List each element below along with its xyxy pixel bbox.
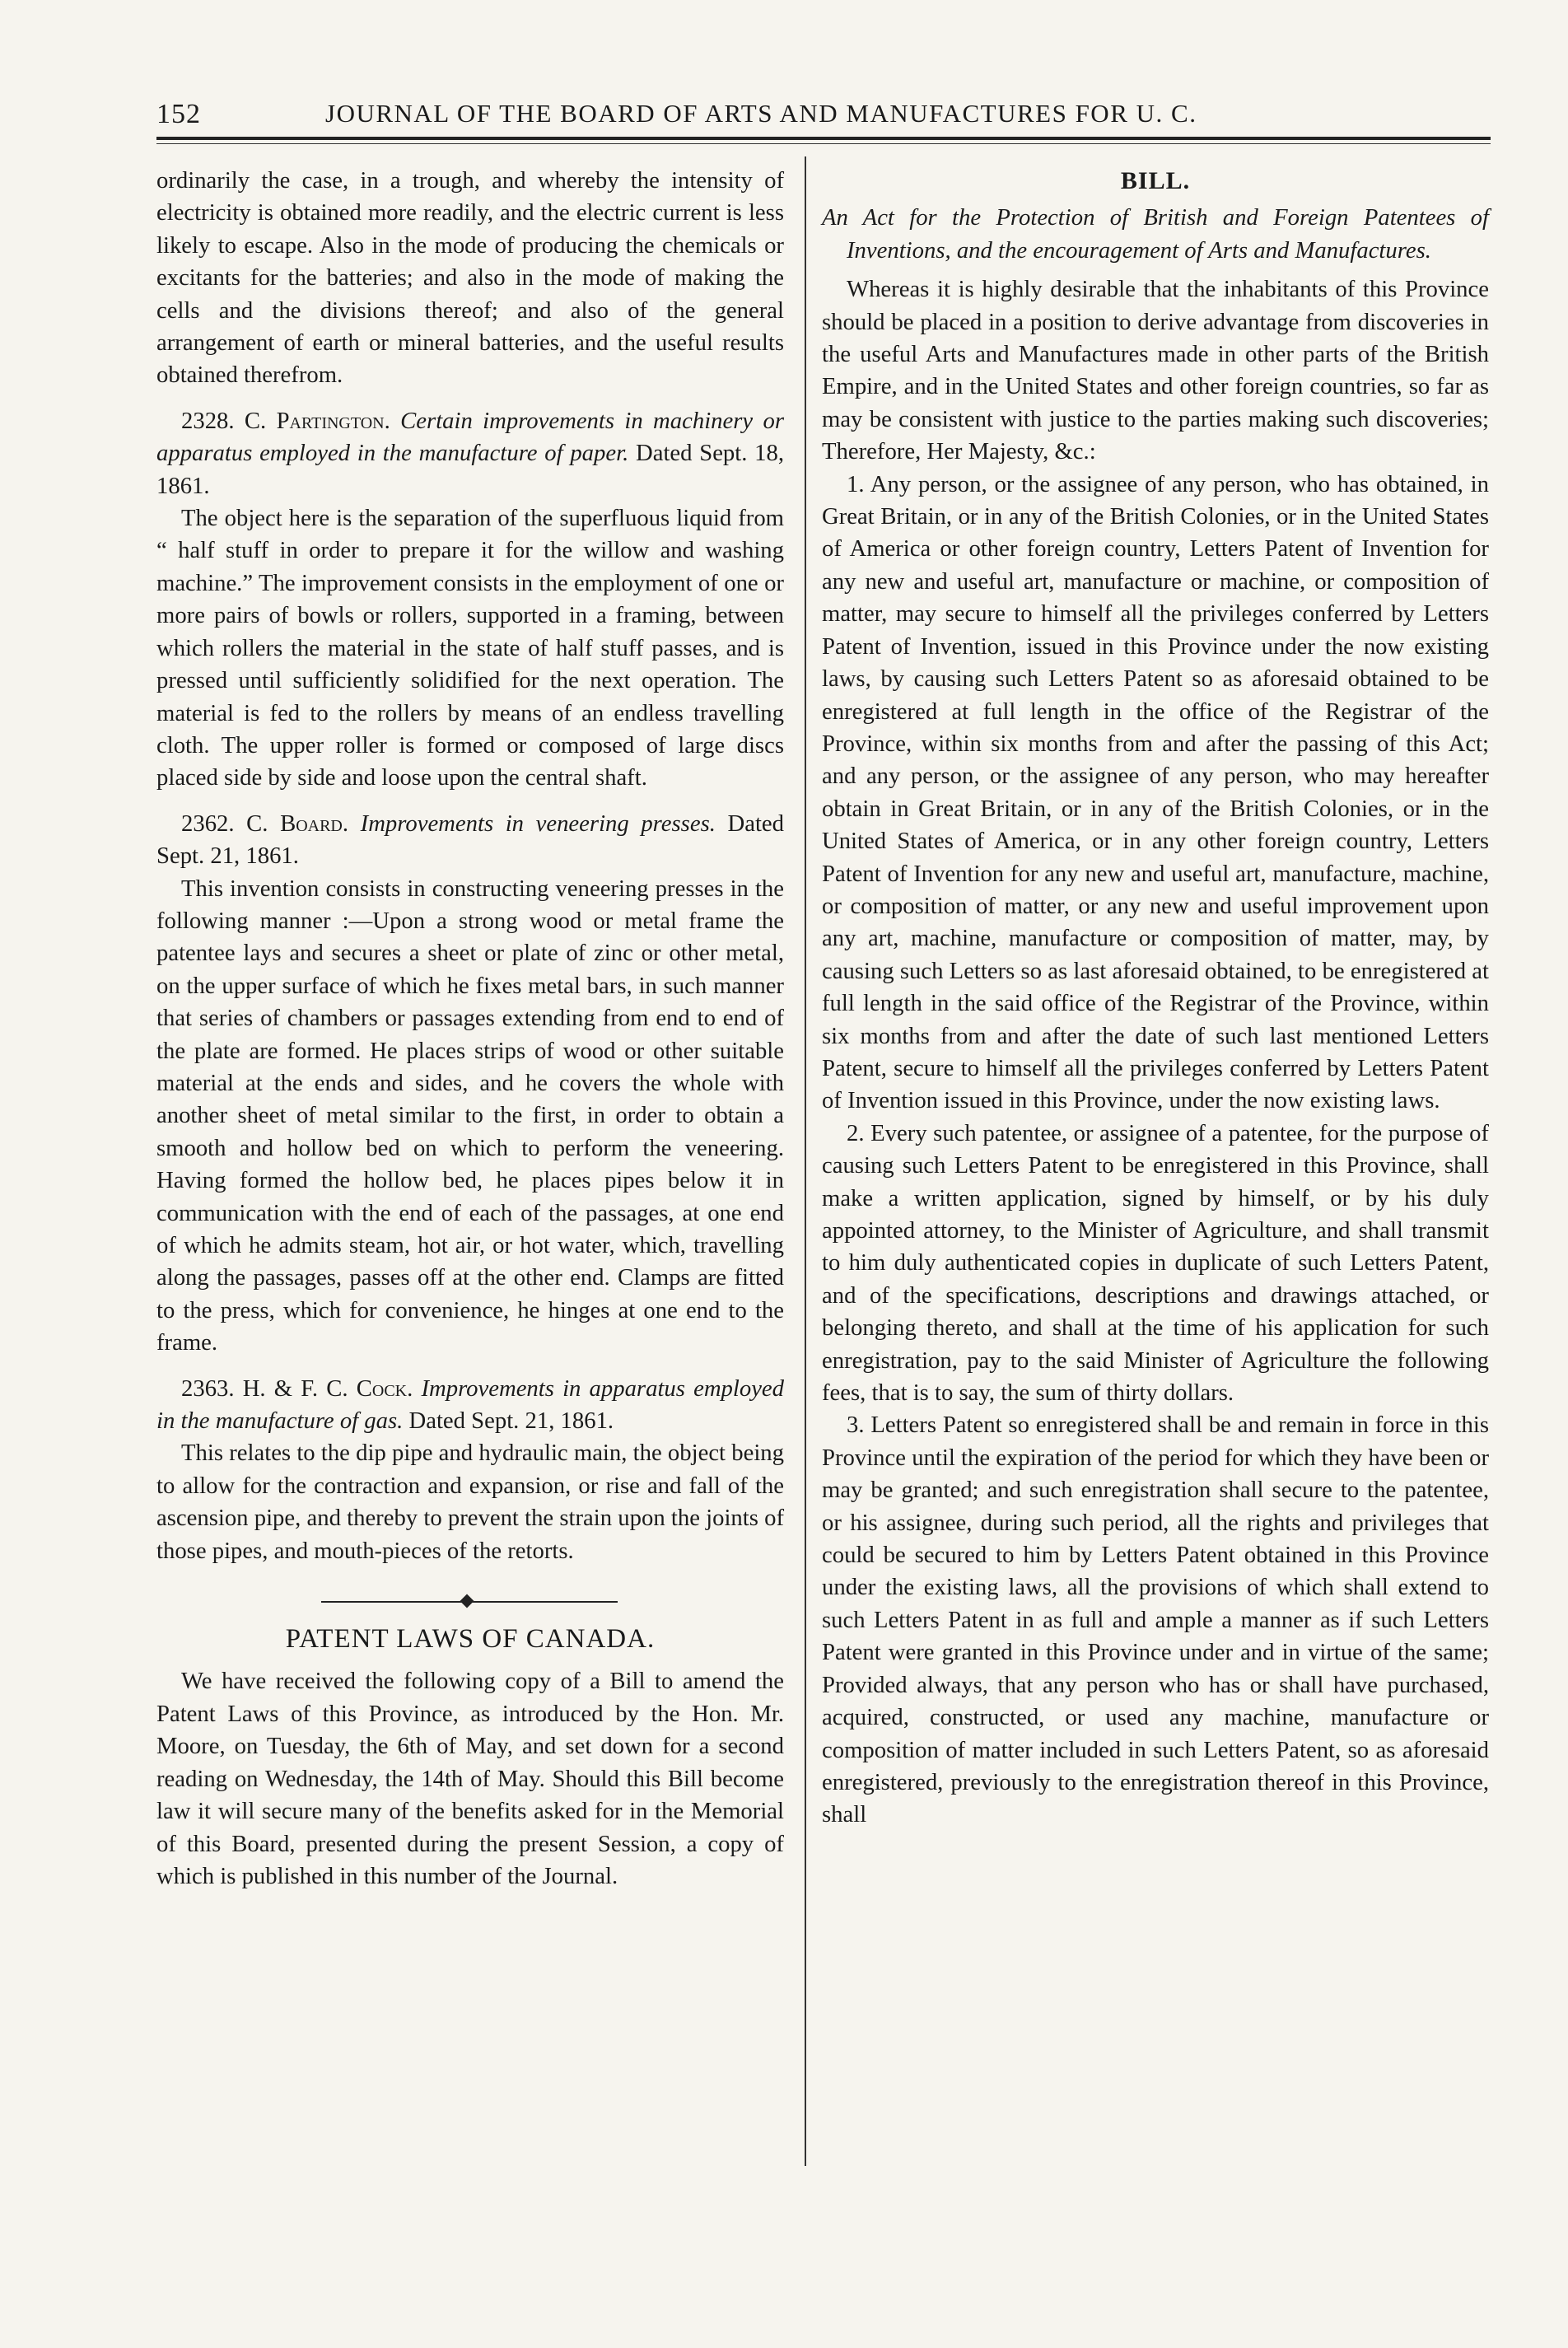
entry-patentee: C. Partington.	[244, 407, 390, 434]
entry-title: Improvements in veneering presses.	[360, 810, 716, 837]
bill-heading: BILL.	[1120, 167, 1191, 194]
bill-clause: 3. Letters Patent so enregistered shall be and remain in force in this Province until the expiration of the period for which they have been or may be granted; and such enregistration shall secure to the patentee, or his assignee, during such period, all the rights and privileges that could be secured to him by Letters Patent obtained in this Province under the existing laws, all the provisions of which shall extend to such Letters Patent in as full and ample a manner as if such Letters Patent were granted in this Province under and in virtue of the same; Provided always, that any person who has or shall have purchased, acquired, constructed, or used any machine, manufacture or composition of matter included in such Letters Patent, so as aforesaid enregistered, previously to the enregistration thereof in this Province, shall	[822, 1412, 1489, 1828]
entry-number: 2328.	[181, 407, 235, 434]
bill-clause: 1. Any person, or the assignee of any person, who has obtained, in Great Britain, or in any of the British Colonies, or in the United States of America or other foreign country, Letters Patent of Invention for any new and useful art, manufacture or machine, or composition of matter, may secure to himself all the privileges conferred by Letters Patent of Invention, issued in this Province under the now existing laws, by causing such Letters Patent so as aforesaid obtained to be enregistered at full length in the office of the Registrar of the Province, within six months from and after the passing of this Act; and any person, or the assignee of any person, who may hereafter obtain in Great Britain, or in any of the British Colonies, or in the United States of America, or in any other foreign country, Letters Patent of Invention for any new and useful art, manufacture, machine, or composition of matter, or any new and useful improvement upon any art, machine, manufacture or composition of matter, may, by causing such Letters so as last aforesaid obtained, to be enregistered at full length in the said office of the Registrar of the Province, within six months from and after the date of such last mentioned Letters Patent, secure to himself all the privileges conferred by Letters Patent of Invention issued in this Province, under the now existing laws.	[822, 470, 1489, 1114]
column-divider	[805, 156, 806, 2166]
entry-body: This invention consists in constructing veneering presses in the following manner :—Upon a strong wood or metal frame the patentee lays and secures a sheet or plate of zinc or other metal, on the upper surface of which he fixes metal bars, in such manner that series of chambers or passages extending from end to end of the plate are formed. He places strips of wood or other suitable material at the ends and sides, and he covers the whole with another sheet of metal similar to the first, in order to obtain a smooth and hollow bed on which to perform the veneering. Having formed the hollow bed, he places pipes below it in communication with the end of each of the passages, at one end of which he admits steam, hot air, or hot water, which, travelling along the passages, passes off at the other end. Clamps are fitted to the press, which for convenience, he hinges at one end to the frame.	[156, 875, 784, 1356]
patent-entry-heading	[156, 1373, 784, 1438]
entry-date: Dated Sept. 21, 1861.	[156, 810, 785, 870]
ornament-diamond	[460, 1594, 474, 1608]
bill-preamble: Whereas it is highly desirable that the inhabitants of this Province should be placed in a position to derive advantage from discoveries in the useful Arts and Manufactures made in other parts of the British Empire, and in the United States and other foreign countries, so far as may be consistent with justice to the parties making such discoveries; Therefore, Her Majesty, &c.:	[822, 276, 1489, 465]
bill-clause: 2. Every such patentee, or assignee of a patentee, for the purpose of causing such Letters Patent to be enregistered in this Province, shall make a written application, signed by himself, or by his duly appointed attorney, to the Minister of Agriculture, and shall transmit to him duly authenticated copies in duplicate of such Letters Patent, and of the specifications, descriptions and drawings attached, or belonging thereto, and shall at the time of his application for such enregistration, pay to the said Minister of Agriculture the following fees, that is to say, the sum of thirty dollars.	[822, 1119, 1489, 1407]
entry-number: 2362.	[181, 810, 235, 837]
entry-patentee: C. Board.	[246, 810, 349, 837]
act-title: An Act for the Protection of British and Foreign Patentees of Inventions, and the encouragement of Arts and Manufactures.	[822, 204, 1489, 264]
section-title: PATENT LAWS OF CANADA.	[285, 1624, 656, 1655]
entry-patentee: H. & F. C. Cock.	[242, 1375, 413, 1402]
entry-date: Dated Sept. 18, 1861.	[156, 440, 785, 499]
patent-entry-heading	[156, 808, 784, 873]
page-number: 152	[156, 99, 201, 129]
patent-entry-heading	[156, 405, 784, 502]
left-column	[156, 165, 784, 1893]
header-rule-thin	[156, 143, 1491, 144]
entry-number: 2363.	[181, 1375, 235, 1402]
header-rule-thick	[156, 137, 1491, 140]
section-ornament	[156, 1585, 784, 1618]
right-column	[822, 165, 1489, 1832]
section-body: We have received the following copy of a Bill to amend the Patent Laws of this Province, as introduced by the Hon. Mr. Moore, on Tuesday, the 6th of May, and set down for a second reading on Wednesday, the 14th of May. Should this Bill become law it will secure many of the benefits asked for in the Memorial of this Board, presented during the present Session, a copy of which is published in this number of the Journal.	[156, 1668, 784, 1889]
continuation-paragraph: ordinarily the case, in a trough, and whereby the intensity of electricity is obtained more readily, and the electric current is less likely to escape. Also in the mode of producing the chemicals or excitants for the batteries; and also in the mode of making the cells and the divisions thereof; and also of the general arrangement of earth or mineral batteries, and the useful results obtained therefrom.	[156, 167, 784, 389]
entry-body: The object here is the separation of the superfluous liquid from “ half stuff in order to prepare it for the willow and washing machine.” The improvement consists in the employment of one or more pairs of bowls or rollers, supported in a framing, between which rollers the material in the state of half stuff passes, and is pressed until sufficiently solidified for the next operation. The material is fed to the rollers by means of an endless travelling cloth. The upper roller is formed or composed of large discs placed side by side and loose upon the central shaft.	[156, 505, 784, 791]
journal-title: JOURNAL OF THE BOARD OF ARTS AND MANUFACTURES FOR U. C.	[325, 99, 1197, 128]
entry-title: Certain improvements in machinery or apparatus employed in the manufacture of paper.	[156, 407, 785, 467]
entry-body: This relates to the dip pipe and hydraulic main, the object being to allow for the contraction and expansion, or rise and fall of the ascension pipe, and thereby to prevent the strain upon the joints of those pipes, and mouth-pieces of the retorts.	[156, 1440, 784, 1564]
running-header	[156, 92, 1491, 133]
entry-title: Improvements in apparatus employed in the manufacture of gas.	[156, 1375, 785, 1435]
entry-date: Dated Sept. 21, 1861.	[408, 1407, 614, 1435]
